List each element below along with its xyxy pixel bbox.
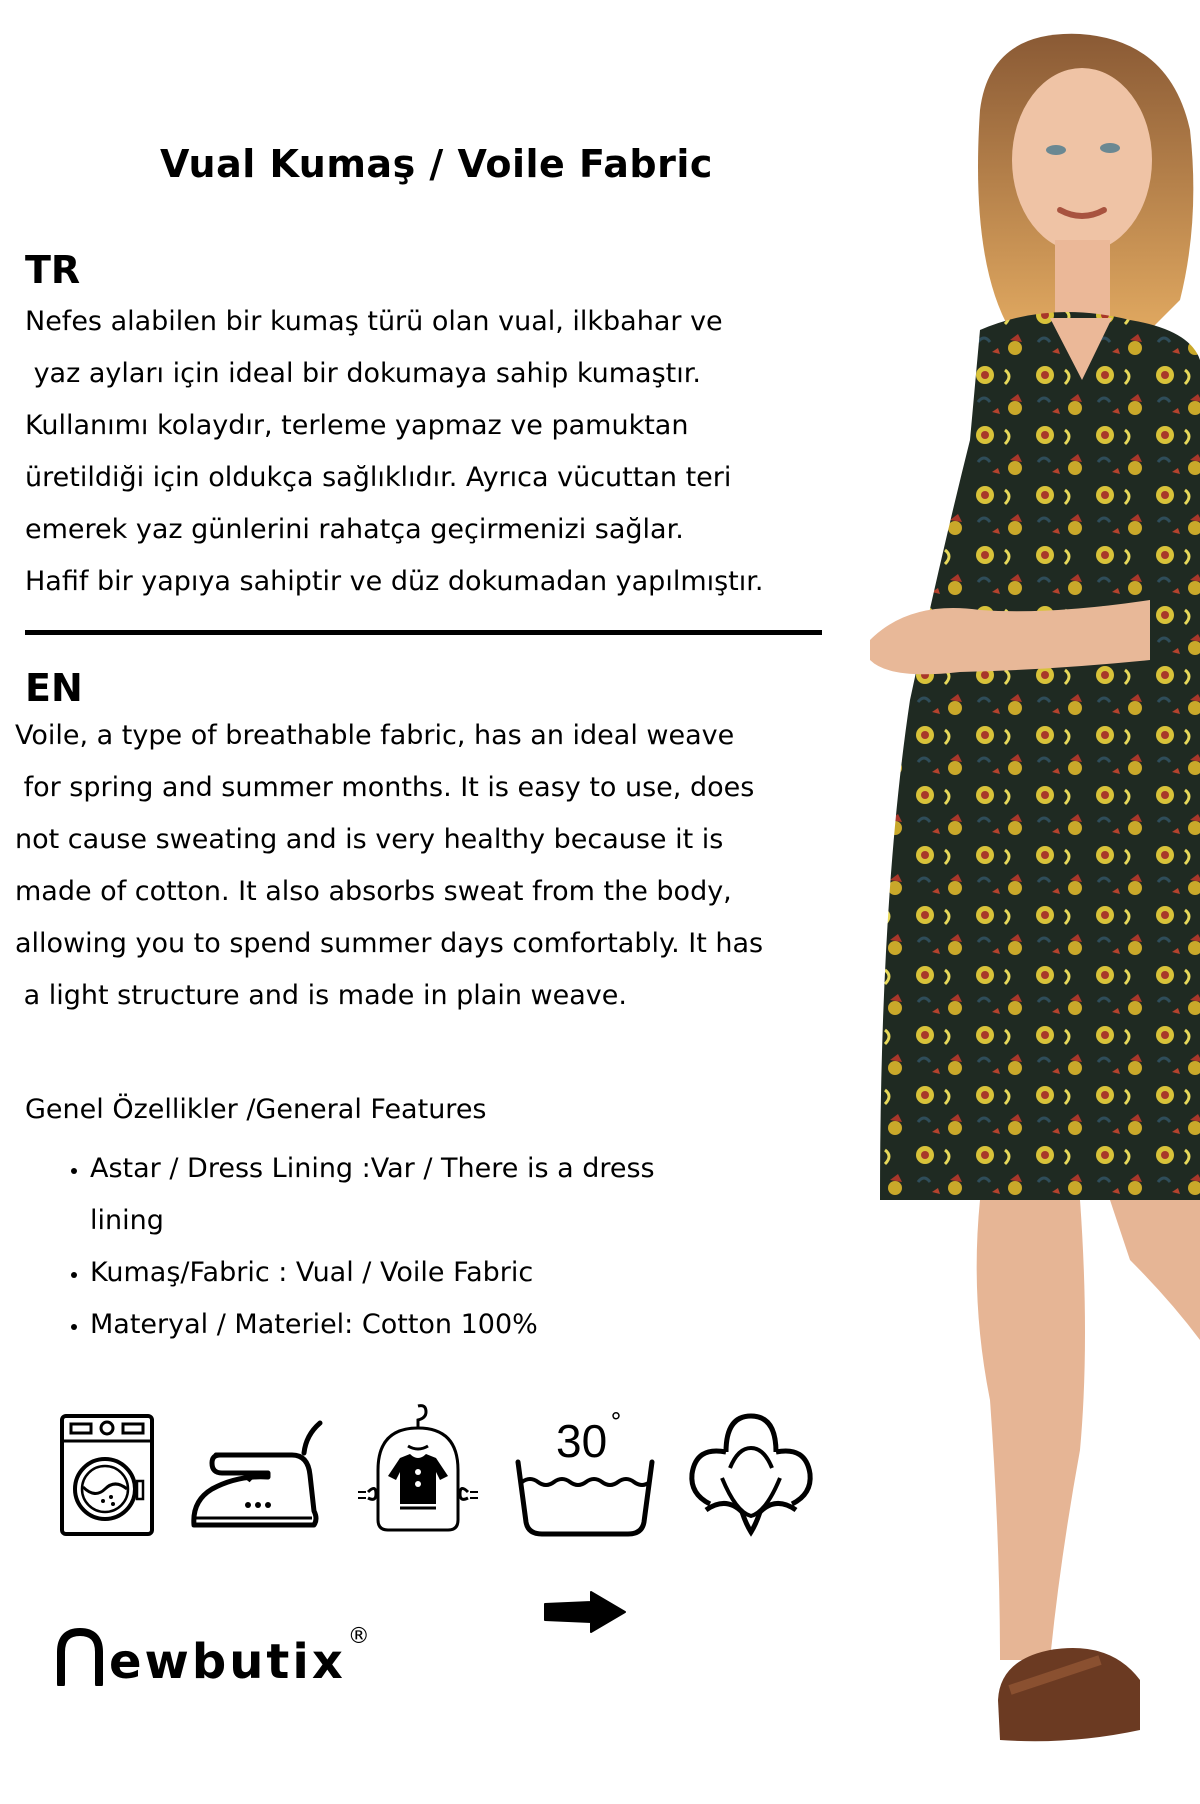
features-title: Genel Özellikler /General Features: [25, 1094, 487, 1125]
en-line: made of cotton. It also absorbs sweat from the body,: [15, 876, 732, 907]
wash-30-icon: [510, 1410, 660, 1540]
iron-icon: [188, 1410, 328, 1540]
en-heading: EN: [25, 666, 83, 710]
tr-line: Hafif bir yapıya sahiptir ve düz dokumadan yapılmıştır.: [25, 566, 764, 597]
wash-temperature: 30: [556, 1415, 608, 1467]
tr-line: üretildiği için oldukça sağlıklıdır. Ayrıca vücuttan teri: [25, 462, 732, 493]
tr-line: Nefes alabilen bir kumaş türü olan vual, ilkbahar ve: [25, 306, 723, 337]
feature-item: [90, 1143, 655, 1247]
tr-line: yaz ayları için ideal bir dokumaya sahip kumaştır.: [25, 358, 701, 389]
brand-logo: [55, 1624, 370, 1690]
page-title: Vual Kumaş / Voile Fabric: [160, 142, 713, 186]
next-arrow-icon[interactable]: [543, 1590, 627, 1638]
tr-line: Kullanımı kolaydır, terleme yapmaz ve pamuktan: [25, 410, 689, 441]
feature-text-continued: lining: [90, 1205, 164, 1236]
degree-symbol: °: [610, 1408, 622, 1436]
washing-machine-icon: [52, 1410, 162, 1540]
en-line: not cause sweating and is very healthy because it is: [15, 824, 724, 855]
feature-text: Astar / Dress Lining :Var / There is a dress: [90, 1153, 655, 1184]
tr-paragraph: [25, 296, 763, 608]
en-line: for spring and summer months. It is easy to use, does: [15, 772, 755, 803]
care-icons: [52, 1400, 816, 1540]
en-line: a light structure and is made in plain weave.: [15, 980, 627, 1011]
feature-item: • Kumaş/Fabric : Vual / Voile Fabric: [90, 1247, 655, 1299]
feature-item: • Materyal / Materiel: Cotton 100%: [90, 1299, 655, 1351]
tr-line: emerek yaz günlerini rahatça geçirmenizi sağlar.: [25, 514, 684, 545]
cotton-icon: [686, 1410, 816, 1540]
brand-name: ewbutix: [109, 1634, 346, 1690]
features-list: [60, 1143, 655, 1351]
brand-logo-n-icon: [55, 1628, 105, 1686]
model-photo: [850, 0, 1200, 1800]
section-divider: [25, 630, 822, 635]
registered-mark: ®: [347, 1624, 370, 1649]
en-paragraph: [15, 710, 763, 1022]
en-line: Voile, a type of breathable fabric, has an ideal weave: [15, 720, 735, 751]
tr-heading: TR: [25, 248, 81, 292]
steam-garment-icon: [354, 1400, 484, 1540]
en-line: allowing you to spend summer days comfortably. It has: [15, 928, 764, 959]
